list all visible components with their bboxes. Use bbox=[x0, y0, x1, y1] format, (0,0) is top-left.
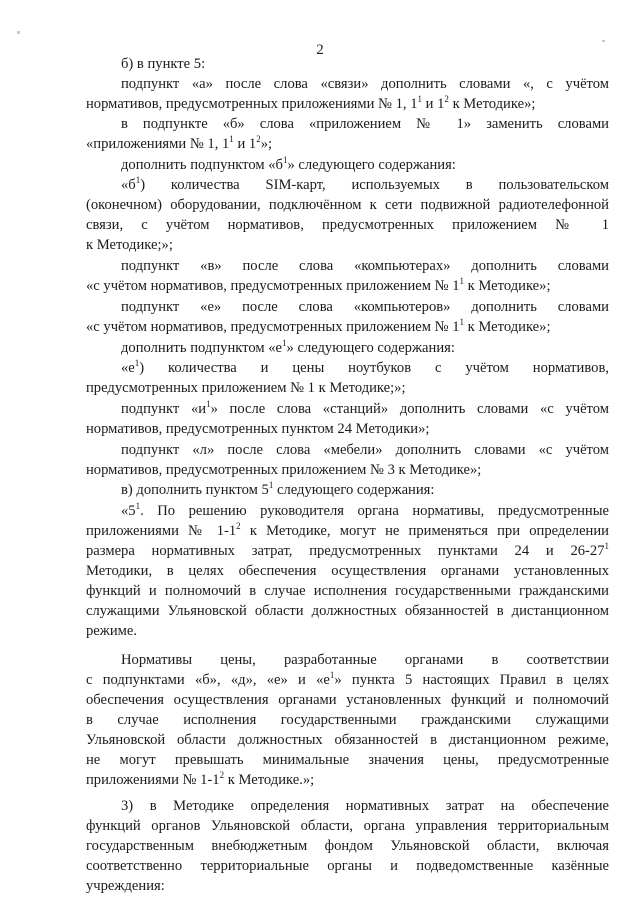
text-line: государственным внебюджетным фондом Ульяновской области, включая bbox=[86, 838, 609, 854]
text-line: Ульяновской области должностных обязанностей в дистанционном режиме, bbox=[86, 732, 609, 748]
text-line: Нормативы цены, разработанные органами в соответствии bbox=[121, 652, 609, 668]
text-line: «приложениями № 1, $1^1$ и $1^2$»; bbox=[86, 134, 273, 152]
text-line: учреждения: bbox=[86, 878, 165, 894]
text-line: режиме. bbox=[86, 623, 138, 639]
text-line: подпункт «л» после слова «мебели» дополнить словами «с учётом bbox=[121, 442, 609, 458]
text-line: б) в пункте 5: bbox=[121, 56, 206, 72]
text-line: не могут превышать минимальные значения цены, предусмотренные bbox=[86, 752, 609, 768]
text-line: в подпункте «б» слова «приложением № 1» заменить словами bbox=[121, 116, 609, 132]
text-line: Методики, в целях обеспечения осуществления органами установленных bbox=[86, 563, 609, 579]
text-line: функций и полномочий в случае исполнения государственными гражданскими bbox=[86, 583, 609, 599]
text-line: в случае исполнения государственными гражданскими служащими bbox=[86, 712, 609, 728]
text-line: обеспечения осуществления органами установленных функций и полномочий bbox=[86, 692, 609, 708]
text-line: «$5^1$. По решению руководителя органа нормативы, предусмотренные bbox=[121, 501, 609, 519]
scan-mark bbox=[602, 40, 605, 42]
page-number: 2 bbox=[316, 42, 324, 58]
text-line: 3) в Методике определения нормативных затрат на обеспечение bbox=[121, 798, 609, 814]
text-line: нормативов, предусмотренных приложением № 3 к Методике»; bbox=[86, 462, 482, 478]
text-line: «$е^1$) количества и цены ноутбуков с учётом нормативов, bbox=[121, 358, 609, 376]
text-line: подпункт «в» после слова «компьютерах» дополнить словами bbox=[121, 258, 609, 274]
text-line: подпункт «а» после слова «связи» дополнить словами «, с учётом bbox=[121, 76, 609, 92]
text-line: функций органов Ульяновской области, органа управления территориальным bbox=[86, 818, 609, 834]
text-line: соответственно территориальные органы и подведомственные казённые bbox=[86, 858, 609, 874]
text-line: подпункт «е» после слова «компьютеров» дополнить словами bbox=[121, 299, 609, 315]
text-line: с подпунктами «б», «д», «е» и «$е^1$» пункта 5 настоящих Правил в целях bbox=[86, 670, 609, 688]
text-line: нормативов, предусмотренных приложениями № 1, $1^1$ и $1^2$ к Методике»; bbox=[86, 94, 536, 112]
text-line: подпункт «$и^1$» после слова «станций» дополнить словами «с учётом bbox=[121, 399, 609, 417]
text-line: нормативов, предусмотренных пунктом 24 Методики»; bbox=[86, 421, 430, 437]
text-line: приложениями № $1-1^2$ к Методике.»; bbox=[86, 770, 315, 788]
text-line: размера нормативных затрат, предусмотренных пунктами 24 и $26-27^1$ bbox=[86, 541, 609, 559]
text-line: (оконечном) оборудовании, подключённом к сети подвижной радиотелефонной bbox=[86, 197, 609, 213]
text-line: к Методике;»; bbox=[86, 237, 173, 253]
text-line: служащими Ульяновской области должностных обязанностей в дистанционном bbox=[86, 603, 609, 619]
text-line: в) дополнить пунктом $5^1$ следующего содержания: bbox=[121, 480, 435, 498]
text-line: приложениями № $1-1^2$ к Методике, могут не применяться при определении bbox=[86, 521, 609, 539]
text-line: «$б^1$) количества SIM-карт, используемых в пользовательском bbox=[121, 175, 609, 193]
text-line: «с учётом нормативов, предусмотренных приложением № $1^1$ к Методике»; bbox=[86, 317, 551, 335]
text-line: дополнить подпунктом «$е^1$» следующего содержания: bbox=[121, 338, 455, 356]
text-line: связи, с учётом нормативов, предусмотренных приложением № 1 bbox=[86, 217, 609, 233]
text-line: предусмотренных приложением № 1 к Методике;»; bbox=[86, 380, 406, 396]
scan-mark bbox=[17, 31, 20, 34]
text-line: дополнить подпунктом «$б^1$» следующего содержания: bbox=[121, 155, 456, 173]
text-line: «с учётом нормативов, предусмотренных приложением № $1^1$ к Методике»; bbox=[86, 276, 551, 294]
